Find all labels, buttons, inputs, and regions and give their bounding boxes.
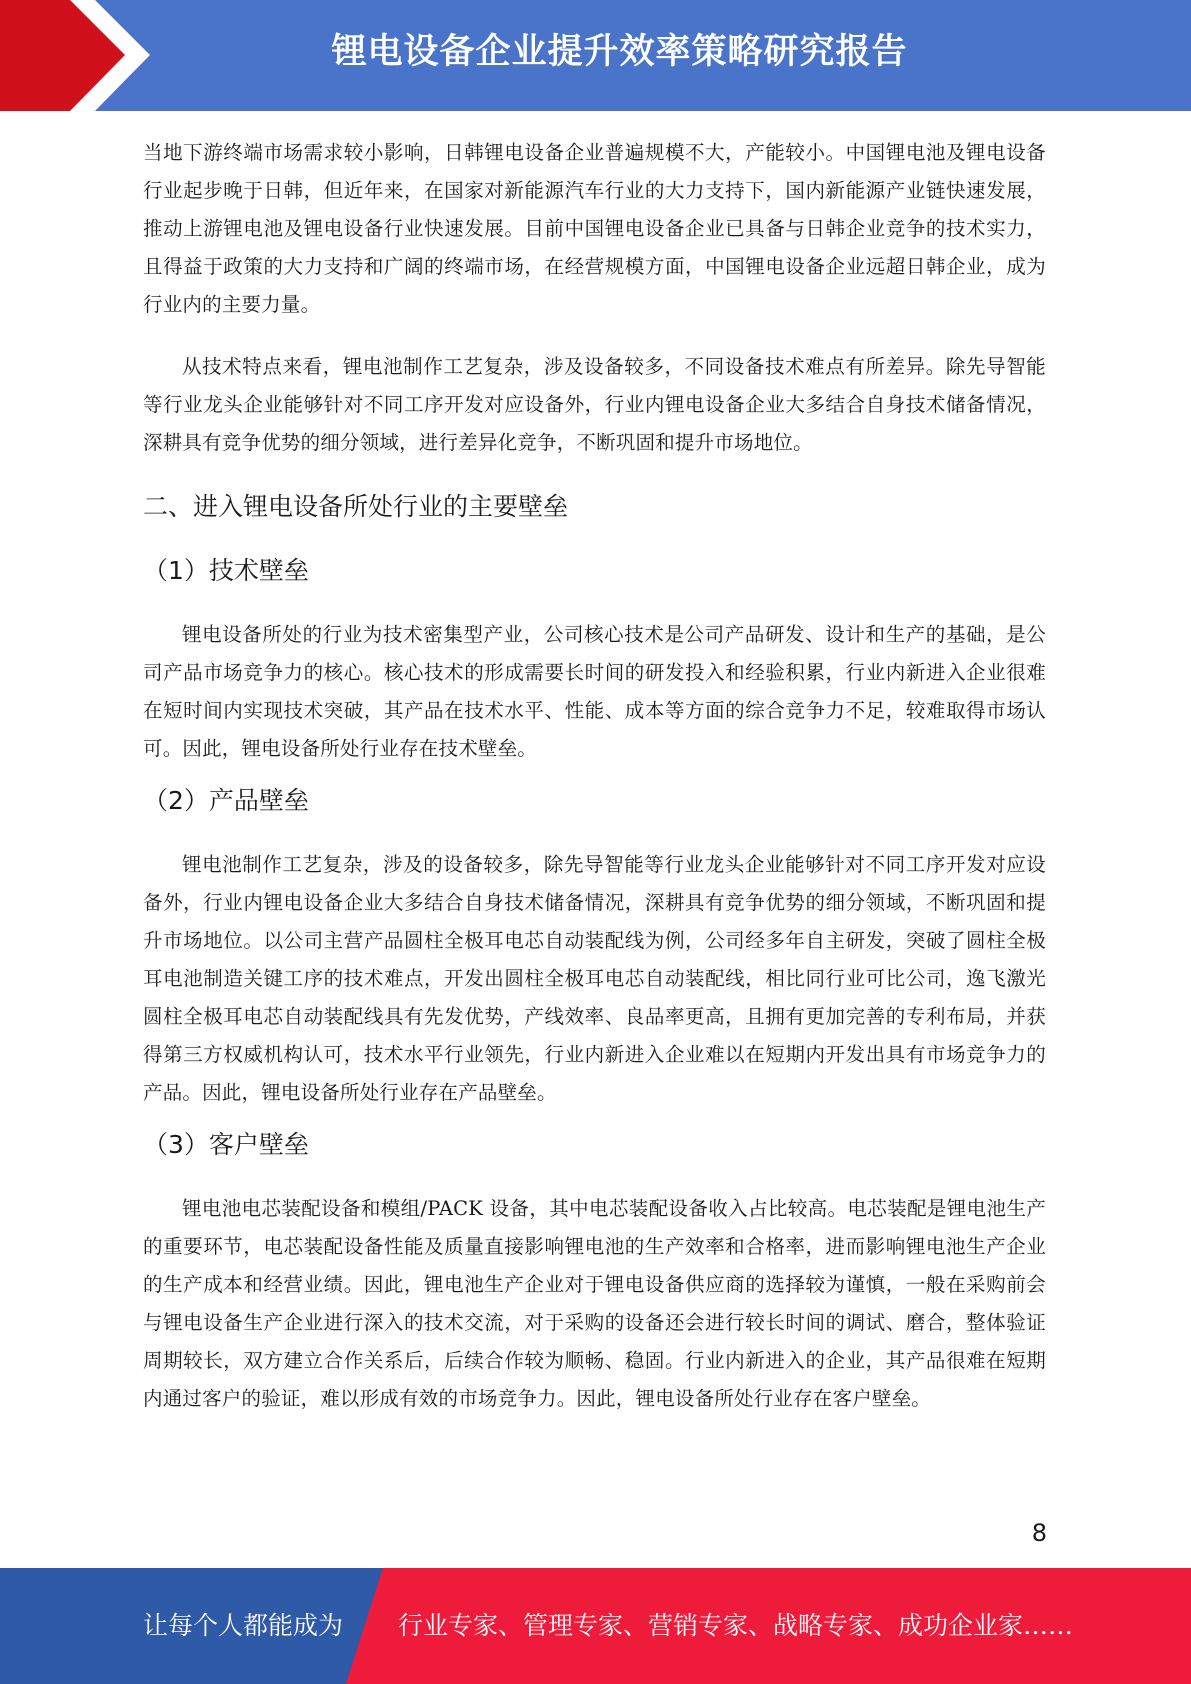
subheading-technical-barrier: （1）技术壁垒: [143, 556, 309, 585]
header-banner: [0, 0, 1191, 111]
footer-slogan-left: 让每个人都能成为: [143, 1611, 344, 1640]
page-number: 8: [1031, 1519, 1047, 1547]
document-body: [143, 134, 1046, 1418]
paragraph-intro-continued: 当地下游终端市场需求较小影响，日韩锂电设备企业普遍规模不大，产能较小。中国锂电池及锂电设备行业起步晚于日韩，但近年来，在国家对新能源汽车行业的大力支持下，国内新能源产业链快速发展，推动上游锂电池及锂电设备行业快速发展。目前中国锂电设备企业已具备与日韩企业竞争的技术实力，且得益于政策的大力支持和广阔的终端市场，在经营规模方面，中国锂电设备企业远超日韩企业，成为行业内的主要力量。: [143, 141, 1046, 316]
subheading-product-barrier: （2）产品壁垒: [143, 786, 309, 815]
section-heading-barriers: 二、进入锂电设备所处行业的主要壁垒: [143, 492, 569, 521]
footer-slogan-right: 行业专家、管理专家、营销专家、战略专家、成功企业家……: [398, 1611, 1074, 1640]
paragraph-product-barrier: 锂电池制作工艺复杂，涉及的设备较多，除先导智能等行业龙头企业能够针对不同工序开发对应设备外，行业内锂电设备企业大多结合自身技术储备情况，深耕具有竞争优势的细分领域，不断巩固和提升市场地位。以公司主营产品圆柱全极耳电芯自动装配线为例，公司经多年自主研发，突破了圆柱全极耳电池制造关键工序的技术难点，开发出圆柱全极耳电芯自动装配线，相比同行业可比公司，逸飞激光圆柱全极耳电芯自动装配线具有先发优势，产线效率、良品率更高，且拥有更加完善的专利布局，并获得第三方权威机构认可，技术水平行业领先，行业内新进入企业难以在短期内开发出具有市场竞争力的产品。因此，锂电设备所处行业存在产品壁垒。: [143, 853, 1046, 1104]
footer-banner: [0, 1568, 1191, 1684]
paragraph-customer-barrier: 锂电池电芯装配设备和模组/PACK 设备，其中电芯装配设备收入占比较高。电芯装配是锂电池生产的重要环节，电芯装配设备性能及质量直接影响锂电池的生产效率和合格率，进而影响锂电池生产企业的生产成本和经营业绩。因此，锂电池生产企业对于锂电设备供应商的选择较为谨慎，一般在采购前会与锂电设备生产企业进行深入的技术交流，对于采购的设备还会进行较长时间的调试、磨合，整体验证周期较长，双方建立合作关系后，后续合作较为顺畅、稳固。行业内新进入的企业，其产品很难在短期内通过客户的验证，难以形成有效的市场竞争力。因此，锂电设备所处行业存在客户壁垒。: [143, 1197, 1046, 1410]
paragraph-technical-barrier: 锂电设备所处的行业为技术密集型产业，公司核心技术是公司产品研发、设计和生产的基础，是公司产品市场竞争力的核心。核心技术的形成需要长时间的研发投入和经验积累，行业内新进入企业很难在短时间内实现技术突破，其产品在技术水平、性能、成本等方面的综合竞争力不足，较难取得市场认可。因此，锂电设备所处行业存在技术壁垒。: [143, 623, 1046, 760]
paragraph-technical-features: 从技术特点来看，锂电池制作工艺复杂，涉及设备较多，不同设备技术难点有所差异。除先导智能等行业龙头企业能够针对不同工序开发对应设备外，行业内锂电设备企业大多结合自身技术储备情况，深耕具有竞争优势的细分领域，进行差异化竞争，不断巩固和提升市场地位。: [143, 355, 1046, 454]
subheading-customer-barrier: （3）客户壁垒: [143, 1130, 309, 1159]
report-title: 锂电设备企业提升效率策略研究报告: [331, 32, 908, 72]
